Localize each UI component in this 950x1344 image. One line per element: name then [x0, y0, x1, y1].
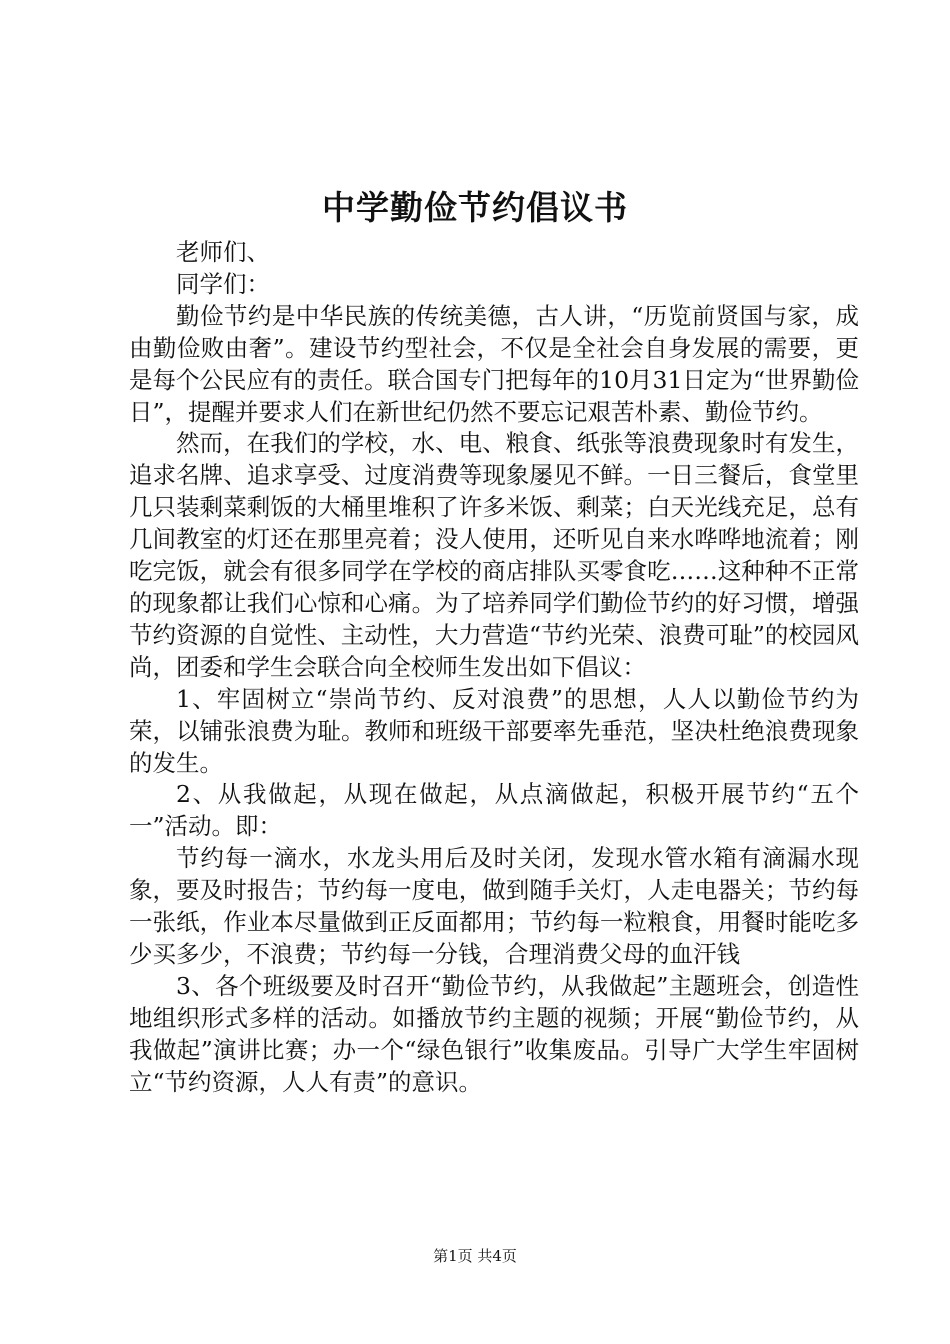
paragraph-proposal-3: 3、各个班级要及时召开“勤俭节约，从我做起”主题班会，创造性地组织形式多样的活动。如播放节约主题的视频；开展“勤俭节约，从我做起”演讲比赛；办一个“绿色银行”收集废品。引导广大学生牢固树立“节约资源，人人有责”的意识。 — [129, 971, 859, 1096]
paragraph-proposal-2: 2、从我做起，从现在做起，从点滴做起，积极开展节约“五个一”活动。即： — [129, 780, 859, 841]
paragraph-proposal-1: 1、牢固树立“崇尚节约、反对浪费”的思想，人人以勤俭节约为荣，以铺张浪费为耻。教师和班级干部要率先垂范，坚决杜绝浪费现象的发生。 — [129, 684, 859, 777]
document-title: 中学勤俭节约倡议书 — [322, 188, 628, 227]
salutation-students: 同学们： — [176, 269, 270, 298]
paragraph-five-ones: 节约每一滴水，水龙头用后及时关闭，发现水管水箱有滴漏水现象，要及时报告；节约每一度电，做到随手关灯，人走电器关；节约每一张纸，作业本尽量做到正反面都用；节约每一粒粮食，用餐时能吃多少买多少，不浪费；节约每一分钱，合理消费父母的血汗钱 — [129, 844, 859, 968]
page-number-footer: 第1页 共4页 — [433, 1247, 517, 1265]
paragraph-problems: 然而，在我们的学校，水、电、粮食、纸张等浪费现象时有发生，追求名牌、追求享受、过度消费等现象屡见不鲜。一日三餐后，食堂里几只装剩菜剩饭的大桶里堆积了许多米饭、剩菜；白天光线充足，总有几间教室的灯还在那里亮着；没人使用，还听见自来水哗哗地流着；刚吃完饭，就会有很多同学在学校的商店排队买零食吃……这种种不正常的现象都让我们心惊和心痛。为了培养同学们勤俭节约的好习惯，增强节约资源的自觉性、主动性，大力营造“节约光荣、浪费可耻”的校园风尚，团委和学生会联合向全校师生发出如下倡议： — [129, 429, 859, 681]
document-body — [129, 237, 859, 1098]
paragraph-intro: 勤俭节约是中华民族的传统美德，古人讲，“历览前贤国与家，成由勤俭败由奢”。建设节约型社会，不仅是全社会自身发展的需要，更是每个公民应有的责任。联合国专门把每年的10月31日定为“世界勤俭日”，提醒并要求人们在新世纪仍然不要忘记艰苦朴素、勤俭节约。 — [129, 301, 859, 426]
salutation-teachers: 老师们、 — [176, 238, 270, 266]
